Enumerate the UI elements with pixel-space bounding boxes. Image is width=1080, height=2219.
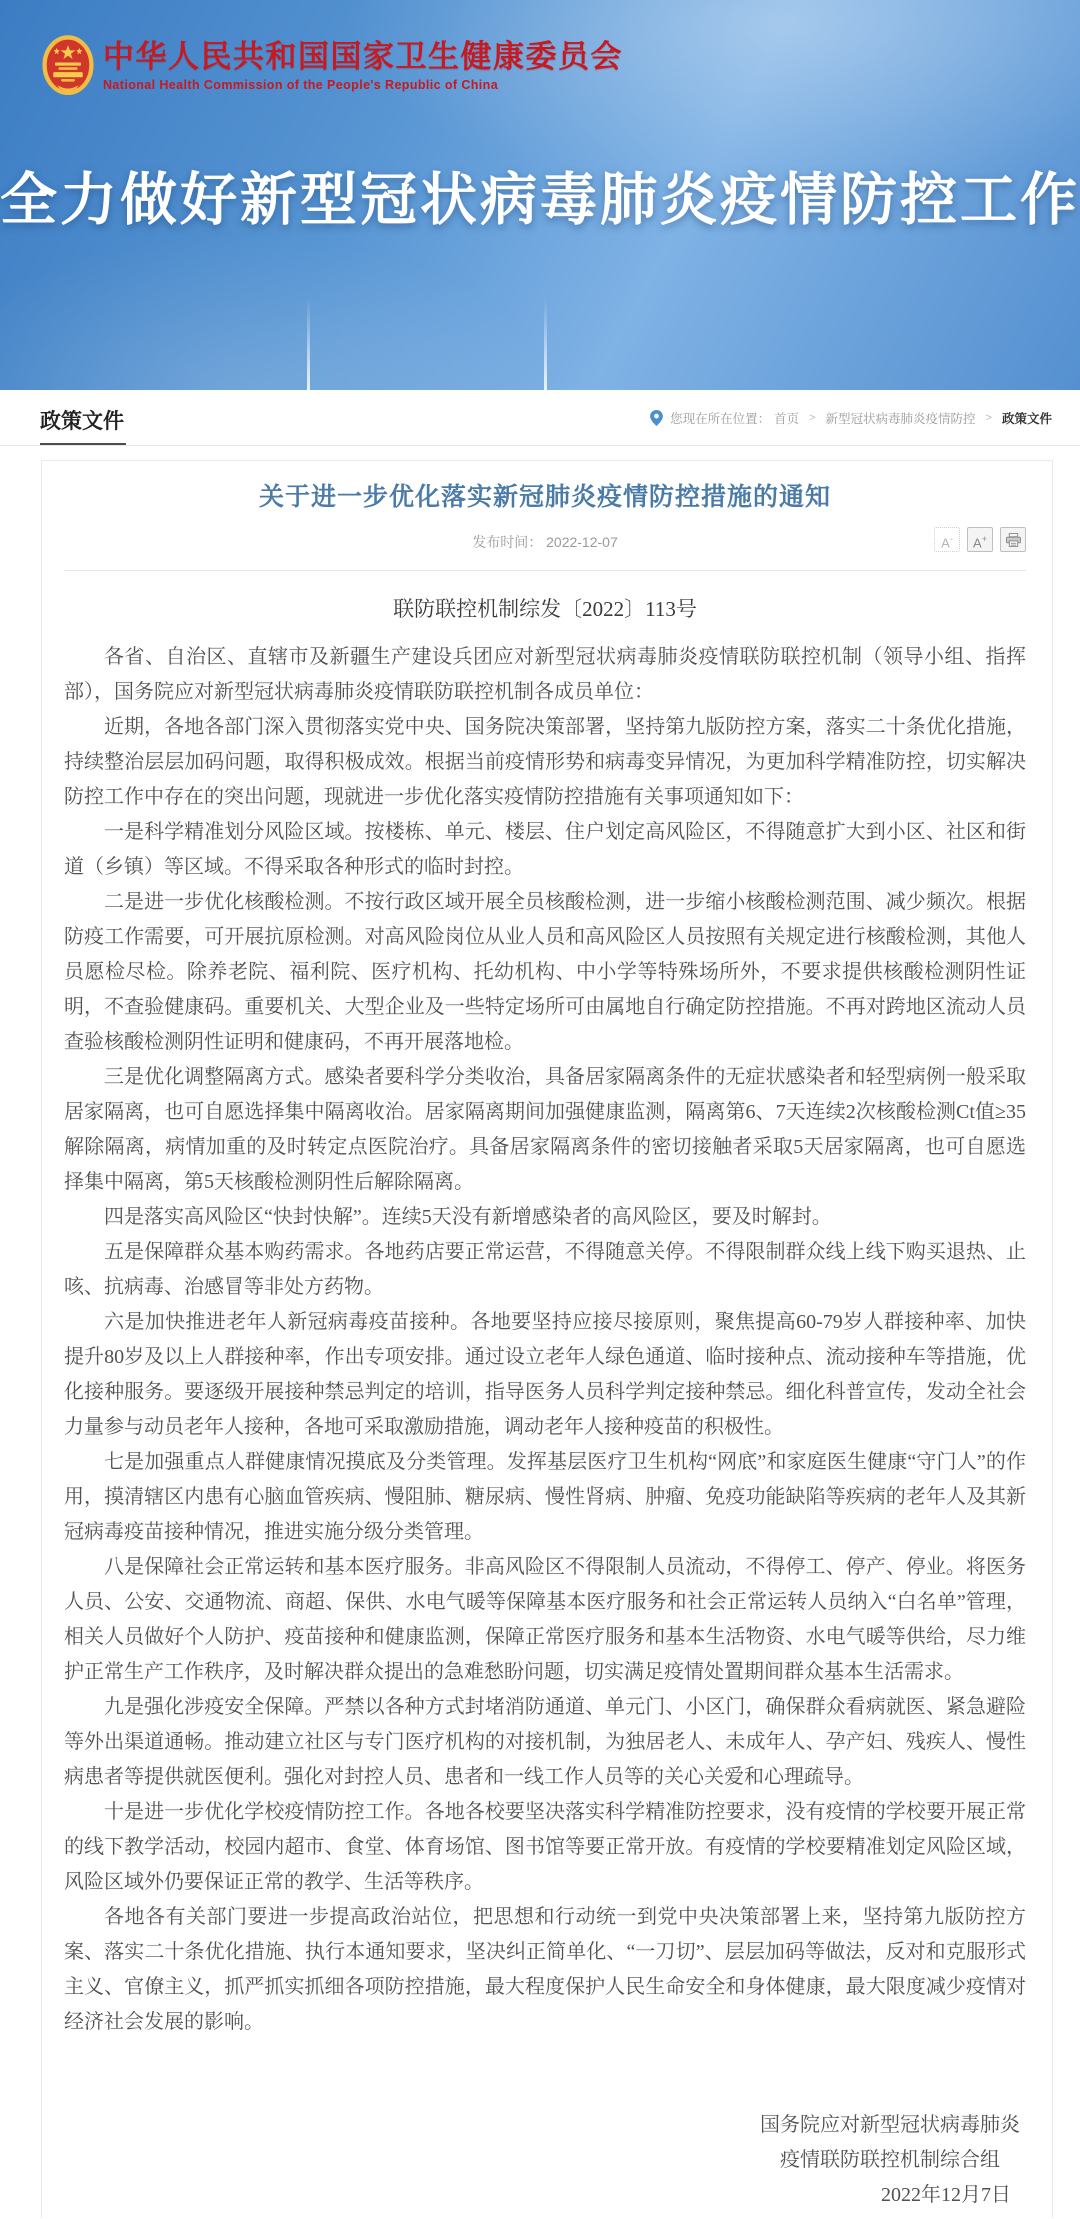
breadcrumb-link-home[interactable]: 首页 (774, 411, 800, 426)
meta-divider (64, 570, 1026, 571)
org-name-zh: 中华人民共和国国家卫生健康委员会 (103, 39, 623, 74)
paragraph: 五是保障群众基本购药需求。各地药店要正常运营，不得随意关停。不得限制群众线上线下购买退热、止咳、抗病毒、治感冒等非处方药物。 (64, 1241, 1026, 1298)
page-section-title: 政策文件 (40, 391, 126, 445)
paragraph: 九是强化涉疫安全保障。严禁以各种方式封堵消防通道、单元门、小区门，确保群众看病就医、紧急避险等外出渠道通畅。推动建立社区与专门医疗机构的对接机制，为独居老人、未成年人、孕产妇、残疾人、慢性病患者等提供就医便利。强化对封控人员、患者和一线工作人员等的关心关爱和心理疏导。 (64, 1696, 1026, 1788)
breadcrumb-bar (0, 390, 1080, 446)
breadcrumb (650, 409, 1052, 427)
publish-date: 发布时间： 2022-12-07 (472, 534, 618, 550)
article-toolbar (934, 527, 1026, 552)
article-title: 关于进一步优化落实新冠肺炎疫情防控措施的通知 (258, 483, 831, 511)
org-name-en: National Health Commission of the People's Republic of China (103, 78, 499, 92)
signature-block (64, 2108, 1026, 2213)
paragraph: 各地各有关部门要进一步提高政治站位，把思想和行动统一到党中央决策部署上来，坚持第九版防控方案、落实二十条优化措施、执行本通知要求，坚决纠正简单化、“一刀切”、层层加码等做法，反对和克服形式主义、官僚主义，抓严抓实抓细各项防控措施，最大程度保护人民生命安全和身体健康，最大限度减少疫情对经济社会发展的影响。 (64, 1906, 1026, 2033)
document-number: 联防联控机制综发〔2022〕113号 (393, 597, 697, 621)
signature-org-line1: 国务院应对新型冠状病毒肺炎 (760, 2114, 1020, 2136)
paragraph: 二是进一步优化核酸检测。不按行政区域开展全员核酸检测，进一步缩小核酸检测范围、减少频次。根据防疫工作需要，可开展抗原检测。对高风险岗位从业人员和高风险区人员按照有关规定进行核酸检测，其他人员愿检尽检。除养老院、福利院、医疗机构、托幼机构、中小学等特殊场所外，不要求提供核酸检测阴性证明，不查验健康码。重要机关、大型企业及一些特定场所可由属地自行确定防控措施。不再对跨地区流动人员查验核酸检测阴性证明和健康码，不再开展落地检。 (64, 891, 1026, 1053)
font-increase-button[interactable]: A+ (967, 527, 993, 552)
national-emblem-icon (42, 34, 94, 98)
breadcrumb-label: 您现在所在位置： (670, 411, 771, 426)
site-header-banner (0, 0, 1080, 390)
paragraph: 三是优化调整隔离方式。感染者要科学分类收治，具备居家隔离条件的无症状感染者和轻型病例一般采取居家隔离，也可自愿选择集中隔离收治。居家隔离期间加强健康监测，隔离第6、7天连续2次核酸检测Ct值≥35解除隔离，病情加重的及时转定点医院治疗。具备居家隔离条件的密切接触者采取5天居家隔离，也可自愿选择集中隔离，第5天核酸检测阴性后解除隔离。 (64, 1066, 1026, 1193)
breadcrumb-current: 政策文件 (1001, 411, 1052, 426)
breadcrumb-separator: > (809, 411, 816, 424)
paragraph: 一是科学精准划分风险区域。按楼栋、单元、楼层、住户划定高风险区，不得随意扩大到小区、社区和街道（乡镇）等区域。不得采取各种形式的临时封控。 (64, 821, 1026, 878)
breadcrumb-separator: > (985, 411, 992, 424)
paragraph: 六是加快推进老年人新冠病毒疫苗接种。各地要坚持应接尽接原则，聚焦提高60-79岁人群接种率、加快提升80岁及以上人群接种率，作出专项安排。通过设立老年人绿色通道、临时接种点、流动接种车等措施，优化接种服务。要逐级开展接种禁忌判定的培训，指导医务人员科学判定接种禁忌。细化科普宣传，发动全社会力量参与动员老年人接种，各地可采取激励措施，调动老年人接种疫苗的积极性。 (64, 1311, 1026, 1438)
banner-decor-line (544, 298, 547, 390)
paragraph: 八是保障社会正常运转和基本医疗服务。非高风险区不得限制人员流动，不得停工、停产、停业。将医务人员、公安、交通物流、商超、保供、水电气暖等保障基本医疗服务和社会正常运转人员纳入“白名单”管理，相关人员做好个人防护、疫苗接种和健康监测，保障正常医疗服务和基本生活物资、水电气暖等供给，尽力维护正常生产工作秩序，及时解决群众提出的急难愁盼问题，切实满足疫情处置期间群众基本生活需求。 (64, 1556, 1026, 1683)
banner-slogan: 全力做好新型冠状病毒肺炎疫情防控工作 (0, 168, 1080, 232)
font-decrease-button[interactable]: A- (934, 527, 960, 552)
print-button[interactable] (1000, 527, 1026, 552)
signature-date: 2022年12月7日 (881, 2184, 1011, 2206)
article-container (41, 460, 1053, 2218)
paragraph: 七是加强重点人群健康情况摸底及分类管理。发挥基层医疗卫生机构“网底”和家庭医生健康“守门人”的作用，摸清辖区内患有心脑血管疾病、慢阻肺、糖尿病、慢性肾病、肿瘤、免疫功能缺陷等疾病的老年人及其新冠病毒疫苗接种情况，推进实施分级分类管理。 (64, 1451, 1026, 1543)
breadcrumb-link-covid-section[interactable]: 新型冠状病毒肺炎疫情防控 (825, 411, 976, 426)
site-logo[interactable] (42, 34, 623, 98)
location-pin-icon (650, 410, 663, 426)
paragraph: 各省、自治区、直辖市及新疆生产建设兵团应对新型冠状病毒肺炎疫情联防联控机制（领导小组、指挥部），国务院应对新型冠状病毒肺炎疫情联防联控机制各成员单位： (64, 646, 1026, 703)
paragraph: 十是进一步优化学校疫情防控工作。各地各校要坚决落实科学精准防控要求，没有疫情的学校要开展正常的线下教学活动，校园内超市、食堂、体育场馆、图书馆等要正常开放。有疫情的学校要精准划定风险区域，风险区域外仍要保证正常的教学、生活等秩序。 (64, 1801, 1026, 1893)
article-meta-row (64, 527, 1026, 561)
paragraph: 近期，各地各部门深入贯彻落实党中央、国务院决策部署，坚持第九版防控方案，落实二十条优化措施，持续整治层层加码问题，取得积极成效。根据当前疫情形势和病毒变异情况，为更加科学精准防控，切实解决防控工作中存在的突出问题，现就进一步优化落实疫情防控措施有关事项通知如下： (64, 716, 1026, 808)
banner-decor-line (307, 298, 310, 390)
signature-org-line2: 疫情联防联控机制综合组 (780, 2149, 1000, 2171)
paragraph: 四是落实高风险区“快封快解”。连续5天没有新增感染者的高风险区，要及时解封。 (104, 1206, 832, 1228)
document-body (64, 640, 1026, 2040)
printer-icon (1006, 533, 1021, 547)
